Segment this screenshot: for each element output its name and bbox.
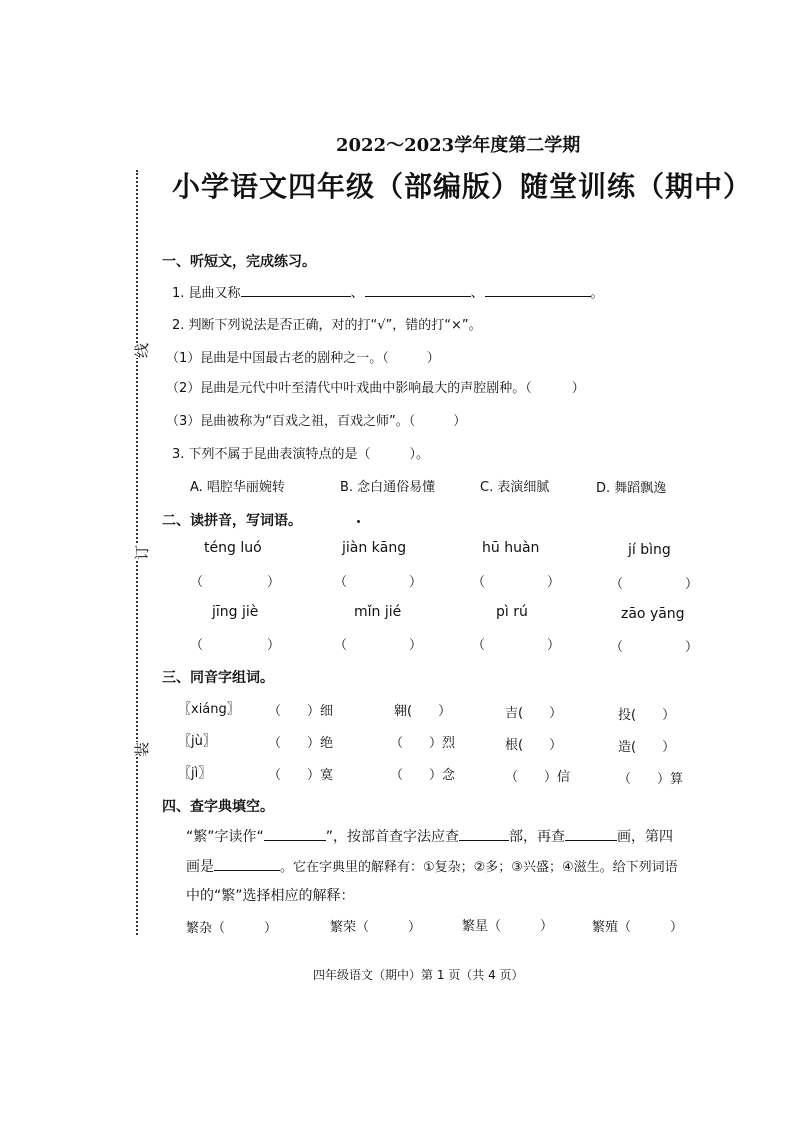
close-paren: ） (571, 381, 585, 396)
option-c[interactable]: C. 表演细腻 (480, 480, 550, 495)
option-d[interactable]: D. 舞蹈飘逸 (596, 481, 667, 496)
pinyin-3: hū huàn (482, 540, 540, 556)
judge-item-2 (166, 377, 585, 396)
exam-title: 小学语文四年级（部编版）随堂训练（期中） (172, 170, 753, 203)
question2-prompt: 2. 判断下列说法是否正确，对的打“√”，错的打“×”。 (172, 318, 482, 333)
answer-blank[interactable] (241, 282, 351, 297)
answer-blank[interactable] (485, 282, 591, 297)
homophone-item[interactable]: （ ）信 (505, 770, 571, 785)
stray-dot (357, 520, 360, 523)
pinyin-7: pì rú (496, 604, 528, 620)
text: ”，按部首查字法应查 (325, 829, 460, 845)
separator: 、 (470, 285, 485, 301)
homophone-key: 〖jì〗 (178, 766, 212, 781)
text: “繁”字读作“ (186, 829, 264, 845)
answer-box[interactable]: （ ） (472, 638, 561, 653)
answer-blank[interactable] (365, 282, 471, 297)
dictionary-line-2 (186, 856, 678, 876)
meaning-item[interactable]: 繁殖（ ） (592, 920, 684, 935)
answer-blank[interactable] (565, 826, 617, 841)
pinyin-6: mǐn jié (354, 604, 402, 620)
pinyin-1: téng luó (204, 540, 262, 556)
homophone-item[interactable]: 吉( ） (505, 706, 563, 721)
judge-text: （3）昆曲被称为“百戏之祖，百戏之师”。（ (166, 414, 416, 429)
answer-box[interactable]: （ ） (334, 575, 423, 590)
separator: 、 (350, 285, 365, 301)
question3-prompt: 3. 下列不属于昆曲表演特点的是（ ）。 (172, 447, 430, 462)
homophone-item[interactable]: （ ）烈 (390, 736, 456, 751)
section3-heading: 三、同音字组词。 (162, 670, 274, 686)
close-paren: ） (426, 351, 440, 366)
pinyin-5: jīng jiè (212, 604, 259, 620)
binding-label-xian: 线 (129, 343, 154, 358)
binding-label-ding: 订 (129, 545, 154, 560)
answer-box[interactable]: （ ） (190, 638, 281, 653)
page-footer: 四年级语文（期中）第 1 页（共 4 页） (313, 968, 524, 982)
section2-heading: 二、读拼音，写词语。 (162, 513, 302, 529)
homophone-item[interactable]: （ ）念 (390, 768, 456, 783)
pinyin-8: zāo yāng (621, 606, 685, 622)
answer-box[interactable]: （ ） (610, 577, 699, 592)
answer-box[interactable]: （ ） (472, 575, 561, 590)
homophone-item[interactable]: （ ）算 (618, 772, 684, 787)
meaning-item[interactable]: 繁杂（ ） (186, 921, 278, 936)
text: 部，再查 (509, 829, 566, 845)
homophone-item[interactable]: （ ）细 (268, 704, 334, 719)
meaning-item[interactable]: 繁星（ ） (462, 919, 554, 934)
period: 。 (590, 286, 604, 301)
binding-label-zhuang: 装 (129, 742, 154, 757)
answer-blank[interactable] (459, 826, 509, 841)
text: 画是 (186, 859, 214, 875)
text: 画，第四 (617, 829, 674, 845)
judge-item-3 (166, 410, 466, 429)
close-paren: ） (453, 414, 467, 429)
question1-prefix: 1. 昆曲又称 (172, 286, 241, 301)
pinyin-4: jí bìng (628, 542, 671, 558)
answer-box[interactable]: （ ） (610, 640, 699, 655)
answer-box[interactable]: （ ） (334, 638, 423, 653)
dictionary-line-3: 中的“繁”选择相应的解释： (186, 888, 355, 904)
meaning-item[interactable]: 繁荣（ ） (330, 920, 422, 935)
answer-box[interactable]: （ ） (190, 575, 281, 590)
answer-blank[interactable] (264, 826, 326, 841)
judge-text: （1）昆曲是中国最古老的剧种之一。（ (166, 351, 389, 366)
section4-heading: 四、查字典填空。 (162, 799, 274, 815)
option-a[interactable]: A. 唱腔华丽婉转 (190, 480, 285, 495)
section1-heading: 一、听短文，完成练习。 (162, 254, 316, 270)
judge-item-1 (166, 347, 440, 366)
option-b[interactable]: B. 念白通俗易懂 (340, 480, 436, 495)
homophone-item[interactable]: 根( ） (505, 738, 563, 753)
homophone-item[interactable]: 造( ） (618, 740, 676, 755)
homophone-item[interactable]: 投( ） (618, 708, 676, 723)
homophone-item[interactable]: 翱( ） (394, 704, 452, 719)
judge-text: （2）昆曲是元代中叶至清代中叶戏曲中影响最大的声腔剧种。（ (166, 381, 532, 396)
answer-blank[interactable] (214, 856, 280, 871)
pinyin-2: jiàn kāng (342, 540, 407, 556)
question1-line (172, 282, 604, 302)
homophone-key: 〖jù〗 (178, 734, 216, 749)
homophone-item[interactable]: （ ）寞 (268, 768, 334, 783)
homophone-key: 〖xiáng〗 (178, 702, 240, 717)
homophone-item[interactable]: （ ）绝 (268, 736, 334, 751)
term-heading: 2022～2023学年度第二学期 (336, 135, 581, 156)
dictionary-line-1 (186, 826, 673, 846)
text: 。它在字典里的解释有：①复杂；②多；③兴盛；④滋生。给下列词语 (280, 860, 678, 875)
